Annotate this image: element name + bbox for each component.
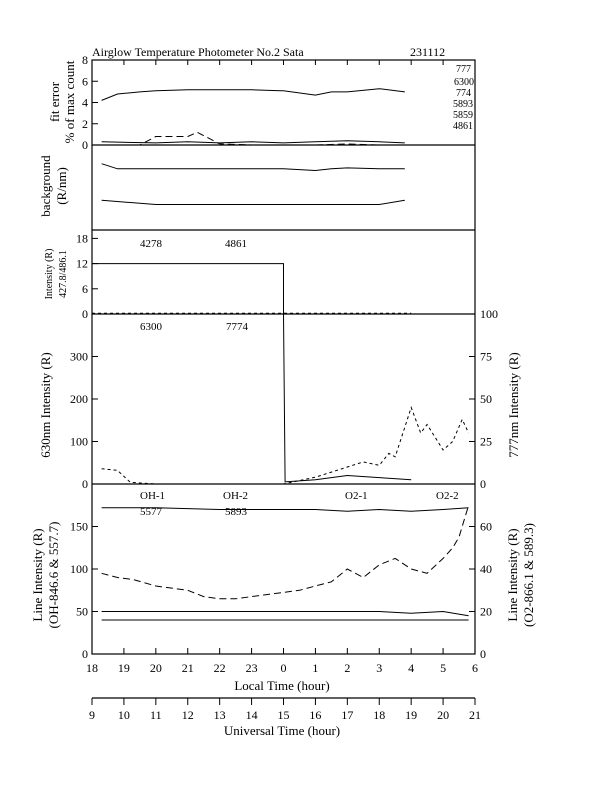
ut-tick-label: 12 — [181, 708, 194, 722]
y2tick-label: 100 — [480, 307, 498, 321]
y2tick-label: 0 — [480, 477, 486, 491]
legend-6300: 6300 — [140, 321, 162, 333]
fit-error-ylabel-2: % of max count — [62, 60, 77, 144]
ut-tick-label: 17 — [341, 708, 354, 722]
intensity-777-y2label: 777nm Intensity (R) — [506, 352, 521, 458]
series-background-bg-2 — [102, 200, 405, 204]
ytick-label: 4 — [82, 95, 88, 110]
local-tick-label: 6 — [472, 661, 478, 675]
ytick-label: 6 — [82, 281, 88, 296]
fit-side-label-5: 5859 — [453, 110, 473, 121]
y2tick-label: 50 — [480, 392, 492, 406]
universal-time-label: Universal Time (hour) — [223, 723, 341, 738]
y2tick-label: 20 — [480, 604, 492, 619]
y2tick-label: 0 — [480, 647, 486, 661]
local-tick-label: 3 — [376, 661, 383, 675]
ut-tick-label: 13 — [213, 708, 226, 722]
local-tick-label: 22 — [213, 661, 226, 675]
legend-o2-1: O2-1 — [345, 490, 368, 502]
ut-tick-label: 15 — [277, 708, 290, 722]
legend-4861: 4861 — [225, 238, 247, 250]
ut-tick-label: 20 — [437, 708, 450, 722]
intensity-630-ylabel: 630nm Intensity (R) — [38, 352, 53, 458]
line-intensity-ylabel-2: (OH-846.6 & 557.7) — [46, 521, 61, 629]
y2tick-label: 40 — [480, 562, 492, 576]
series-intensity-630-6300 — [92, 314, 411, 482]
fit-side-label-1: 777 — [456, 64, 471, 75]
legend-4278: 4278 — [140, 238, 162, 250]
legend-oh-2: OH-2 — [223, 490, 249, 502]
ut-tick-label: 18 — [373, 708, 386, 722]
ytick-label: 300 — [70, 349, 88, 364]
ytick-label: 100 — [70, 562, 88, 576]
local-tick-label: 23 — [245, 661, 258, 675]
ytick-label: 2 — [82, 116, 88, 131]
ut-tick-label: 9 — [89, 708, 95, 722]
ytick-label: 0 — [82, 647, 88, 661]
ytick-label: 6 — [82, 74, 88, 89]
chart-title: Airglow Temperature Photometer No.2 Sata — [92, 45, 304, 59]
ut-tick-label: 16 — [309, 708, 322, 722]
ytick-label: 0 — [82, 477, 88, 491]
fit-side-label-6: 4861 — [453, 121, 473, 132]
ytick-label: 0 — [82, 138, 88, 152]
ytick-label: 50 — [76, 604, 88, 619]
local-tick-label: 5 — [440, 661, 447, 675]
line-intensity-ylabel-1: Line Intensity (R) — [30, 528, 45, 622]
local-tick-label: 0 — [280, 661, 287, 675]
local-time-label: Local Time (hour) — [234, 678, 330, 693]
background-ylabel-2: (R/nm) — [54, 167, 69, 205]
local-tick-label: 1 — [312, 661, 319, 675]
legend-5577: 5577 — [140, 506, 162, 518]
fit-side-label-4: 5893 — [453, 99, 473, 110]
fit-side-label-2: 6300 — [454, 77, 474, 88]
chart-date: 231112 — [410, 45, 446, 59]
legend-5893: 5893 — [225, 506, 247, 518]
local-tick-label: 21 — [181, 661, 194, 675]
series-lines — [92, 89, 469, 620]
series-background-bg-1 — [102, 164, 405, 171]
line-intensity-y2label-2: (O2-866.1 & 589.3) — [521, 523, 536, 627]
ut-tick-label: 14 — [245, 708, 258, 722]
series-fit-error-5577 — [102, 89, 405, 101]
ytick-label: 200 — [70, 392, 88, 406]
ut-tick-label: 10 — [117, 708, 130, 722]
local-tick-label: 20 — [149, 661, 162, 675]
series-line-intensity-5893 — [102, 505, 469, 599]
line-intensity-y2label-1: Line Intensity (R) — [505, 528, 520, 622]
ytick-label: 100 — [70, 434, 88, 449]
y2tick-label: 60 — [480, 519, 492, 534]
y2tick-label: 25 — [480, 434, 492, 449]
ytick-label: 12 — [76, 256, 88, 271]
ytick-label: 8 — [82, 53, 88, 67]
ut-tick-label: 19 — [405, 708, 418, 722]
legend-7774: 7774 — [226, 321, 248, 333]
legend-o2-2: O2-2 — [436, 490, 459, 502]
local-tick-label: 4 — [408, 661, 415, 675]
intensity-ylabel-2: 427.8/486.1 — [58, 250, 69, 298]
background-ylabel-1: background — [38, 155, 53, 217]
ut-tick-label: 21 — [469, 708, 481, 722]
local-tick-label: 19 — [117, 661, 130, 675]
fit-side-label-3: 774 — [456, 88, 471, 99]
legend-oh-1: OH-1 — [140, 490, 166, 502]
ytick-label: 150 — [70, 519, 88, 534]
series-line-intensity-oh-1 — [102, 612, 469, 616]
y2tick-label: 75 — [480, 349, 492, 364]
fit-error-ylabel-1: fit error — [47, 81, 62, 123]
series-intensity-4278-4278 — [92, 264, 411, 314]
ytick-label: 18 — [76, 231, 88, 246]
ytick-label: 0 — [82, 307, 88, 321]
intensity-ylabel-1: Intensity (R) — [44, 248, 55, 300]
local-tick-label: 18 — [86, 661, 98, 675]
ut-tick-label: 11 — [150, 708, 162, 722]
local-tick-label: 2 — [344, 661, 351, 675]
